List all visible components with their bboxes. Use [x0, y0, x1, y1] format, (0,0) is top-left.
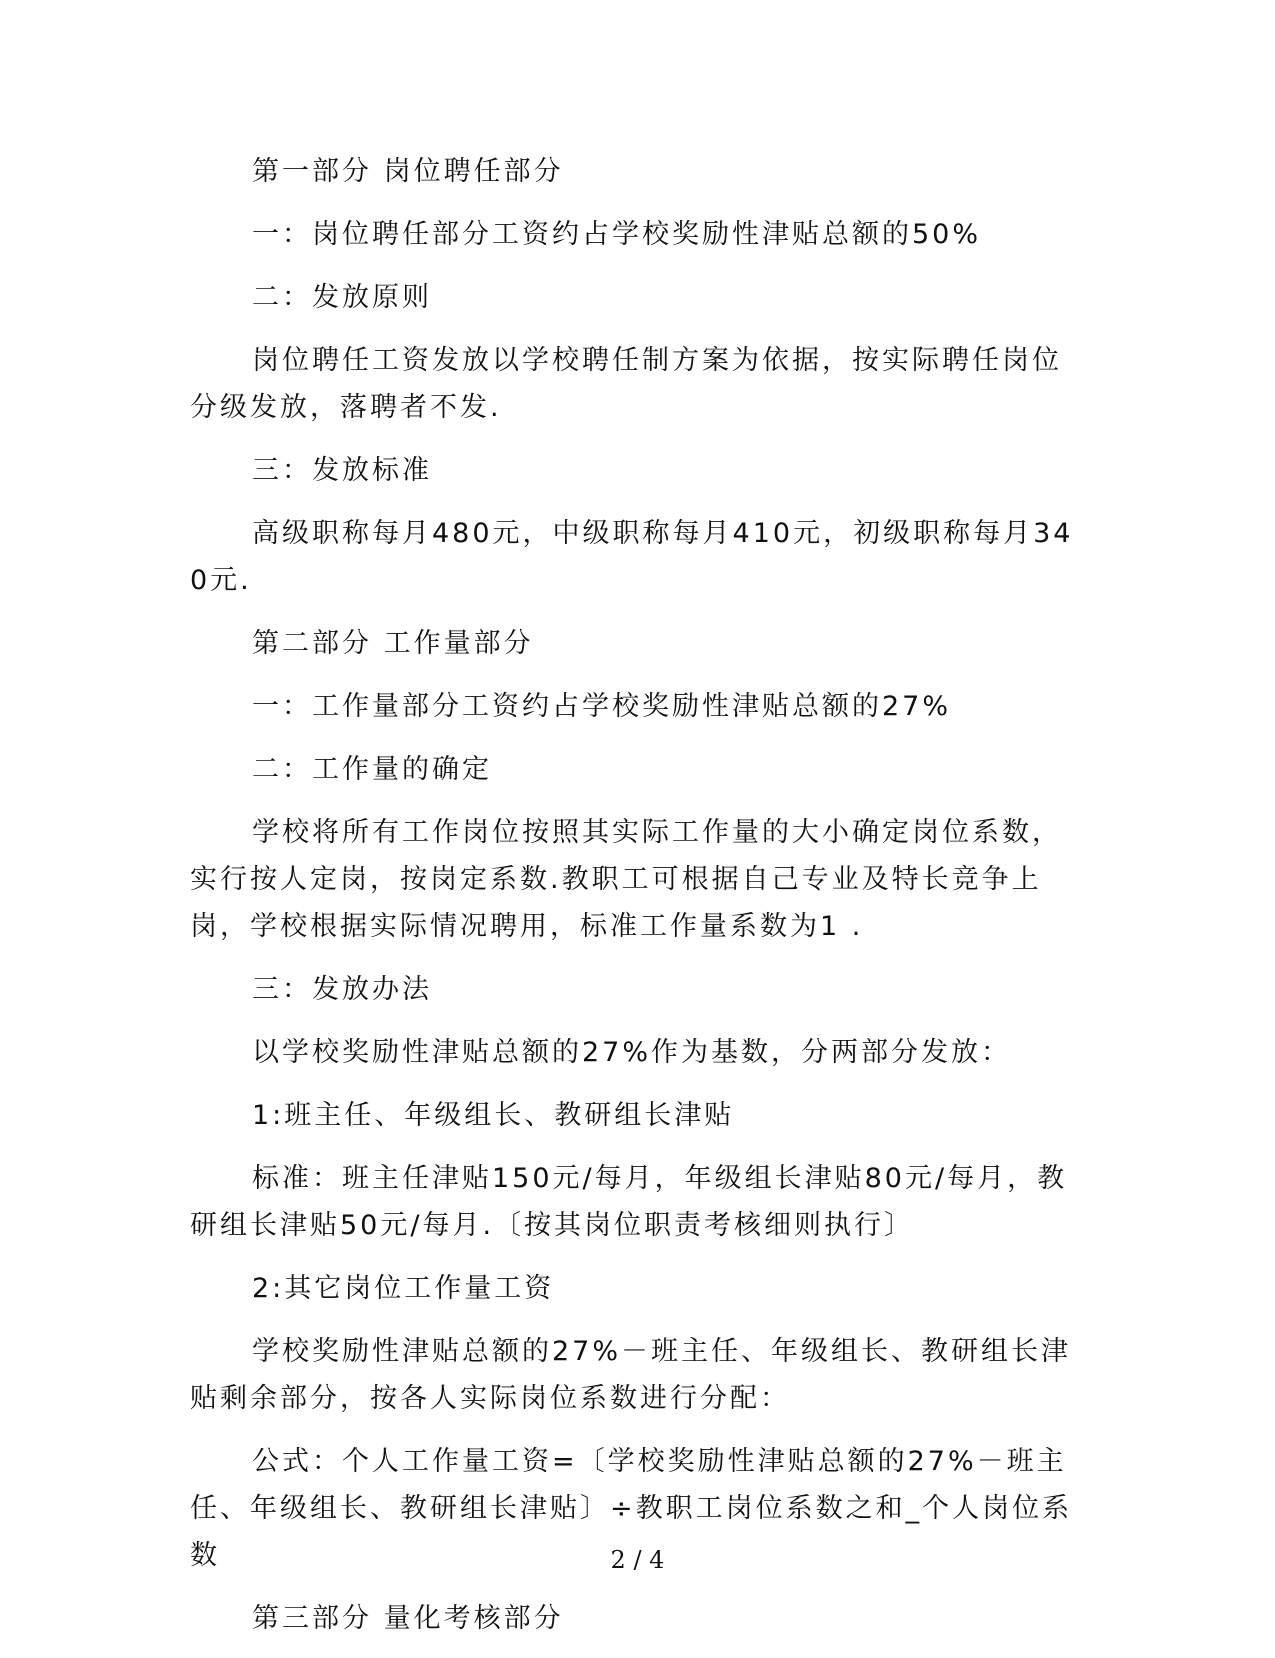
paragraph: 二：发放原则 — [252, 282, 432, 313]
paragraph: 岗位聘任工资发放以学校聘任制方案为依据，按实际聘任岗位分级发放，落聘者不发. — [190, 345, 1062, 423]
paragraph: 学校将所有工作岗位按照其实际工作量的大小确定岗位系数，实行按人定岗，按岗定系数.教职工可根据自己专业及特长竞争上岗，学校根据实际情况聘用，标准工作量系数为1 . — [190, 817, 1062, 942]
paragraph: 1:班主任、年级组长、教研组长津贴 — [252, 1100, 735, 1131]
section-heading-part-1: 第一部分 岗位聘任部分 — [252, 156, 564, 187]
paragraph: 高级职称每月480元，中级职称每月410元，初级职称每月340元. — [190, 518, 1074, 596]
paragraph: 三：发放标准 — [252, 455, 432, 486]
paragraph: 二：工作量的确定 — [252, 754, 492, 785]
paragraph: 三：发放办法 — [252, 974, 432, 1005]
paragraph: 以学校奖励性津贴总额的27%作为基数，分两部分发放： — [252, 1037, 1012, 1068]
section-heading-part-2: 第二部分 工作量部分 — [252, 628, 534, 659]
section-heading-part-3: 第三部分 量化考核部分 — [252, 1603, 564, 1634]
paragraph: 2:其它岗位工作量工资 — [252, 1273, 555, 1304]
document-body — [190, 148, 1082, 1658]
paragraph: 一：岗位聘任部分工资约占学校奖励性津贴总额的50% — [252, 219, 982, 250]
paragraph: 一：工作量部分工资约占学校奖励性津贴总额的27% — [252, 691, 952, 722]
paragraph: 学校奖励性津贴总额的27%－班主任、年级组长、教研组长津贴剩余部分，按各人实际岗位系数进行分配： — [190, 1336, 1072, 1414]
page-number: 2 / 4 — [610, 1546, 665, 1574]
paragraph: 公式：个人工作量工资=〔学校奖励性津贴总额的27%－班主任、年级组长、教研组长津贴〕÷教职工岗位系数之和_个人岗位系数 — [190, 1446, 1073, 1571]
paragraph: 标准：班主任津贴150元/每月，年级组长津贴80元/每月，教研组长津贴50元/每月.〔按其岗位职责考核细则执行〕 — [190, 1163, 1068, 1241]
